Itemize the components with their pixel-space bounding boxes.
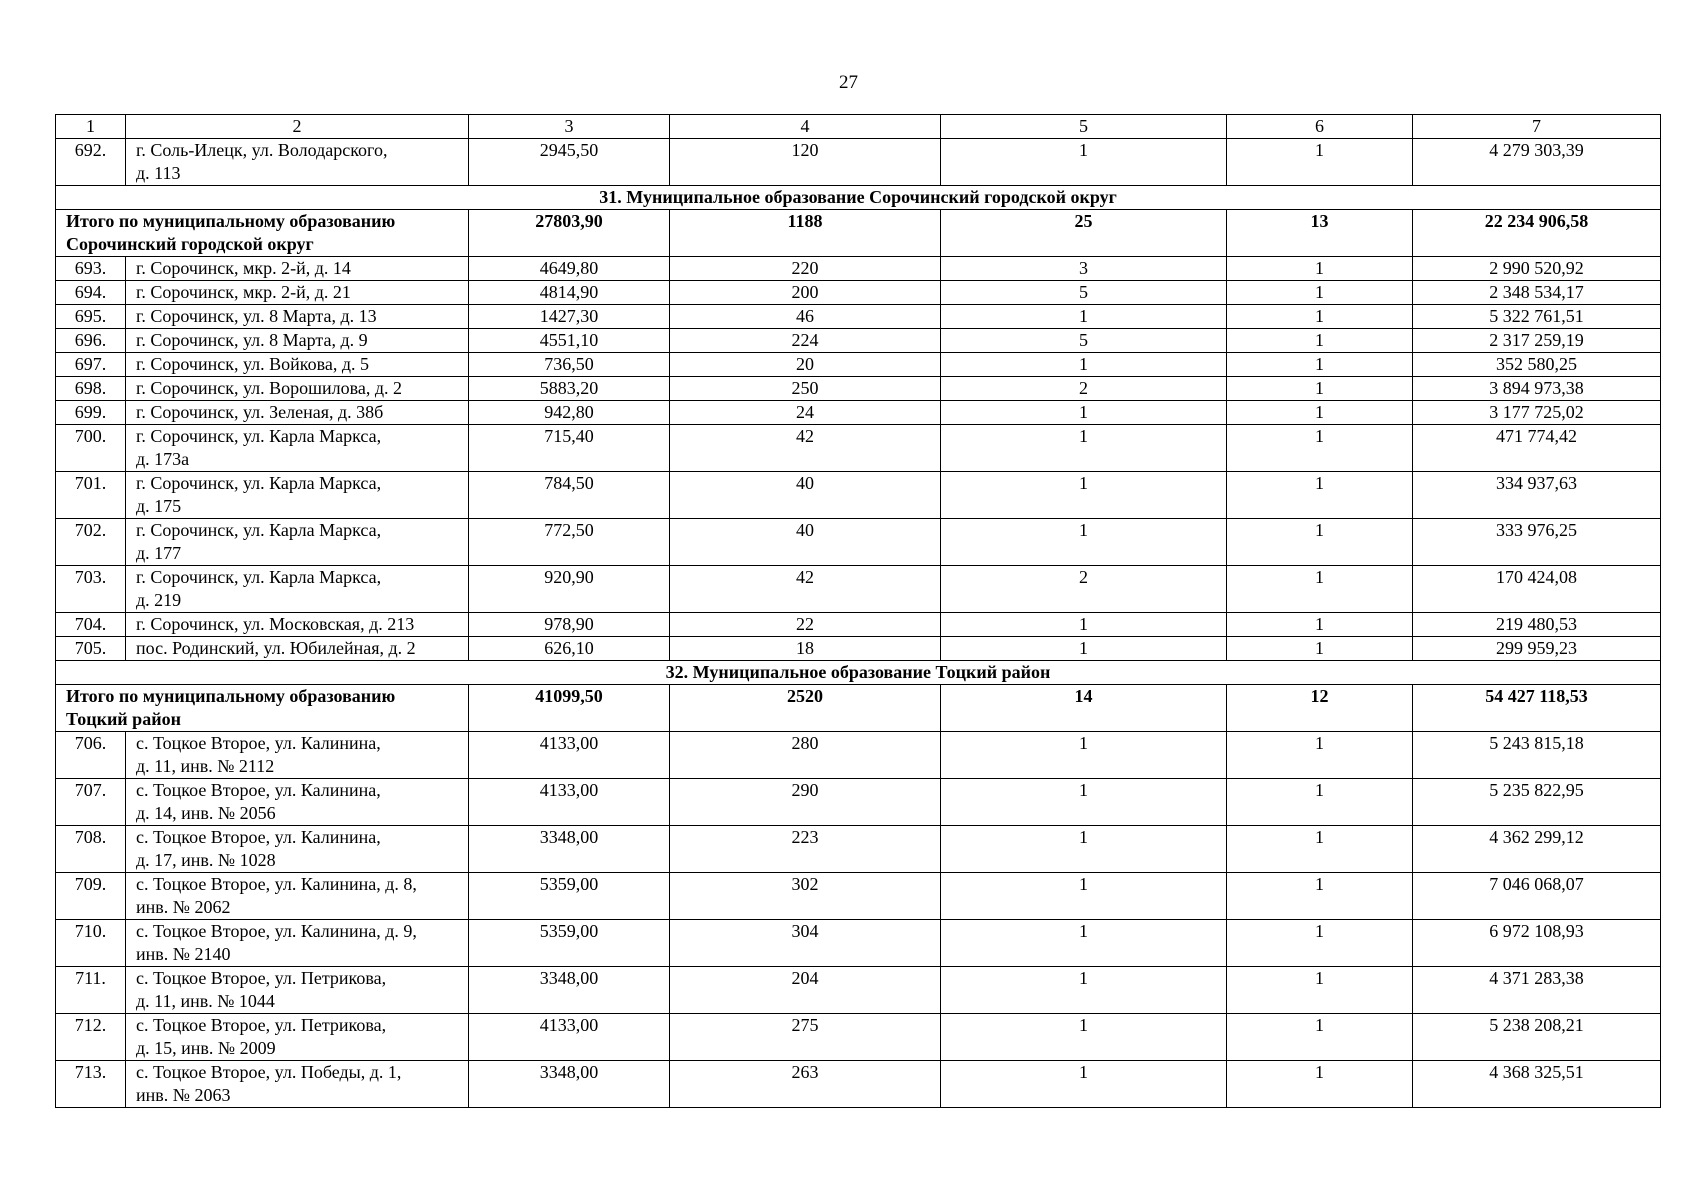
table-row [56,1014,1661,1061]
row-number: 712. [56,1014,126,1061]
page-number: 27 [839,72,858,93]
address-line-1: с. Тоцкое Второе, ул. Петрикова, [136,968,387,988]
total-label-line-1: Итого по муниципальному образованию [66,686,396,706]
row-address [126,519,469,566]
row-address [126,139,469,186]
column-header-7: 7 [1413,115,1661,139]
table-row [56,1061,1661,1108]
address-line-1: г. Сорочинск, ул. 8 Марта, д. 13 [136,306,377,326]
row-value-5: 1 [941,826,1227,873]
row-value-6: 1 [1227,519,1413,566]
total-row [56,210,1661,257]
row-address [126,257,469,281]
address-line-2: д. 15, инв. № 2009 [136,1038,276,1058]
row-value-3: 784,50 [469,472,670,519]
row-address [126,305,469,329]
address-line-2: д. 113 [136,163,181,183]
row-address [126,329,469,353]
row-address [126,779,469,826]
row-value-4: 224 [670,329,941,353]
address-line-1: с. Тоцкое Второе, ул. Калинина, [136,733,381,753]
address-line-1: с. Тоцкое Второе, ул. Калинина, д. 9, [136,921,417,941]
row-value-5: 1 [941,1061,1227,1108]
address-line-1: пос. Родинский, ул. Юбилейная, д. 2 [136,638,416,658]
row-value-6: 1 [1227,1061,1413,1108]
row-address [126,732,469,779]
row-value-4: 280 [670,732,941,779]
row-value-5: 5 [941,281,1227,305]
address-line-2: д. 177 [136,543,182,563]
address-line-2: д. 175 [136,496,182,516]
row-address [126,637,469,661]
column-header-4: 4 [670,115,941,139]
total-value-3: 41099,50 [469,685,670,732]
total-value-7: 22 234 906,58 [1413,210,1661,257]
address-line-1: г. Соль-Илецк, ул. Володарского, [136,140,388,160]
row-value-7: 170 424,08 [1413,566,1661,613]
row-value-5: 1 [941,1014,1227,1061]
total-value-5: 25 [941,210,1227,257]
total-value-3: 27803,90 [469,210,670,257]
row-value-6: 1 [1227,472,1413,519]
row-value-5: 1 [941,637,1227,661]
address-line-1: г. Сорочинск, ул. Московская, д. 213 [136,614,415,634]
row-address [126,1014,469,1061]
table-row [56,425,1661,472]
row-address [126,472,469,519]
row-value-4: 42 [670,425,941,472]
row-value-6: 1 [1227,613,1413,637]
address-line-1: г. Сорочинск, ул. Карла Маркса, [136,567,382,587]
row-value-6: 1 [1227,281,1413,305]
row-number: 708. [56,826,126,873]
total-label-line-2: Сорочинский городской округ [66,234,314,254]
row-number: 713. [56,1061,126,1108]
address-line-2: д. 17, инв. № 1028 [136,850,276,870]
row-value-7: 2 348 534,17 [1413,281,1661,305]
table-row [56,519,1661,566]
table-row [56,139,1661,186]
address-line-1: г. Сорочинск, мкр. 2-й, д. 14 [136,258,351,278]
table-row [56,281,1661,305]
address-line-1: г. Сорочинск, ул. Войкова, д. 5 [136,354,370,374]
column-header-3: 3 [469,115,670,139]
address-line-1: г. Сорочинск, ул. Зеленая, д. 38б [136,402,384,422]
address-line-1: с. Тоцкое Второе, ул. Победы, д. 1, [136,1062,402,1082]
address-line-1: г. Сорочинск, ул. Карла Маркса, [136,426,382,446]
row-value-3: 942,80 [469,401,670,425]
row-value-7: 352 580,25 [1413,353,1661,377]
total-label [56,685,469,732]
row-value-3: 978,90 [469,613,670,637]
address-line-2: д. 219 [136,590,182,610]
row-number: 700. [56,425,126,472]
address-line-1: г. Сорочинск, ул. Карла Маркса, [136,473,382,493]
row-value-7: 3 894 973,38 [1413,377,1661,401]
column-header-6: 6 [1227,115,1413,139]
row-value-3: 715,40 [469,425,670,472]
row-number: 711. [56,967,126,1014]
row-value-5: 1 [941,967,1227,1014]
table-row [56,613,1661,637]
total-label-line-1: Итого по муниципальному образованию [66,211,396,231]
address-line-1: с. Тоцкое Второе, ул. Калинина, [136,780,381,800]
section-title: 32. Муниципальное образование Тоцкий район [56,661,1661,685]
row-value-4: 204 [670,967,941,1014]
row-value-4: 18 [670,637,941,661]
row-number: 696. [56,329,126,353]
row-value-5: 5 [941,329,1227,353]
row-value-4: 263 [670,1061,941,1108]
row-value-4: 20 [670,353,941,377]
address-line-1: г. Сорочинск, ул. 8 Марта, д. 9 [136,330,368,350]
row-value-7: 299 959,23 [1413,637,1661,661]
row-value-3: 3348,00 [469,967,670,1014]
row-value-4: 200 [670,281,941,305]
table-row [56,637,1661,661]
housing-registry-table [55,114,1661,1108]
row-value-7: 4 368 325,51 [1413,1061,1661,1108]
row-address [126,425,469,472]
address-line-2: д. 11, инв. № 2112 [136,756,275,776]
row-value-7: 4 279 303,39 [1413,139,1661,186]
row-value-7: 334 937,63 [1413,472,1661,519]
row-value-6: 1 [1227,873,1413,920]
row-value-5: 1 [941,613,1227,637]
row-value-4: 275 [670,1014,941,1061]
row-number: 693. [56,257,126,281]
address-line-2: д. 14, инв. № 2056 [136,803,276,823]
row-number: 692. [56,139,126,186]
row-value-5: 1 [941,353,1227,377]
row-value-7: 5 243 815,18 [1413,732,1661,779]
total-row [56,685,1661,732]
row-address [126,967,469,1014]
row-value-7: 333 976,25 [1413,519,1661,566]
total-value-4: 1188 [670,210,941,257]
row-value-7: 4 371 283,38 [1413,967,1661,1014]
row-value-5: 2 [941,566,1227,613]
row-value-5: 1 [941,873,1227,920]
table-row [56,920,1661,967]
row-value-6: 1 [1227,967,1413,1014]
row-value-7: 2 317 259,19 [1413,329,1661,353]
row-value-3: 1427,30 [469,305,670,329]
column-header-row [56,115,1661,139]
row-value-3: 4133,00 [469,732,670,779]
row-value-5: 3 [941,257,1227,281]
row-value-7: 5 235 822,95 [1413,779,1661,826]
table-row [56,257,1661,281]
address-line-1: г. Сорочинск, мкр. 2-й, д. 21 [136,282,351,302]
total-value-6: 12 [1227,685,1413,732]
column-header-5: 5 [941,115,1227,139]
row-value-3: 3348,00 [469,1061,670,1108]
row-value-7: 6 972 108,93 [1413,920,1661,967]
section-title: 31. Муниципальное образование Сорочинский городской округ [56,186,1661,210]
table-row [56,873,1661,920]
row-number: 710. [56,920,126,967]
row-value-6: 1 [1227,377,1413,401]
row-value-3: 5359,00 [469,920,670,967]
table-row [56,732,1661,779]
row-value-6: 1 [1227,826,1413,873]
row-value-4: 42 [670,566,941,613]
row-address [126,920,469,967]
row-number: 705. [56,637,126,661]
table-row [56,305,1661,329]
row-address [126,401,469,425]
row-value-4: 250 [670,377,941,401]
total-label [56,210,469,257]
row-value-5: 1 [941,139,1227,186]
address-line-2: инв. № 2140 [136,944,231,964]
table-row [56,377,1661,401]
row-value-3: 4133,00 [469,779,670,826]
row-value-5: 1 [941,401,1227,425]
row-value-6: 1 [1227,920,1413,967]
row-value-5: 1 [941,779,1227,826]
row-value-7: 7 046 068,07 [1413,873,1661,920]
row-value-4: 22 [670,613,941,637]
row-value-6: 1 [1227,566,1413,613]
row-value-6: 1 [1227,637,1413,661]
row-number: 701. [56,472,126,519]
row-number: 698. [56,377,126,401]
row-value-3: 626,10 [469,637,670,661]
row-value-7: 3 177 725,02 [1413,401,1661,425]
row-value-4: 120 [670,139,941,186]
row-value-6: 1 [1227,779,1413,826]
address-line-1: с. Тоцкое Второе, ул. Калинина, д. 8, [136,874,417,894]
table-row [56,967,1661,1014]
row-value-4: 40 [670,519,941,566]
row-value-3: 5883,20 [469,377,670,401]
row-value-6: 1 [1227,732,1413,779]
row-value-3: 2945,50 [469,139,670,186]
row-value-6: 1 [1227,425,1413,472]
row-value-3: 3348,00 [469,826,670,873]
table-row [56,472,1661,519]
column-header-2: 2 [126,115,469,139]
row-value-5: 1 [941,732,1227,779]
row-value-3: 4133,00 [469,1014,670,1061]
row-value-5: 1 [941,425,1227,472]
row-address [126,566,469,613]
row-value-4: 223 [670,826,941,873]
row-value-6: 1 [1227,1014,1413,1061]
row-value-3: 920,90 [469,566,670,613]
row-number: 702. [56,519,126,566]
row-value-3: 736,50 [469,353,670,377]
column-header-1: 1 [56,115,126,139]
row-value-7: 471 774,42 [1413,425,1661,472]
address-line-2: д. 173а [136,449,190,469]
row-value-4: 220 [670,257,941,281]
address-line-1: с. Тоцкое Второе, ул. Калинина, [136,827,381,847]
row-value-6: 1 [1227,305,1413,329]
table-body [56,115,1661,1108]
address-line-2: инв. № 2063 [136,1085,231,1105]
row-value-4: 290 [670,779,941,826]
row-value-5: 1 [941,920,1227,967]
table-row [56,329,1661,353]
row-number: 697. [56,353,126,377]
row-address [126,873,469,920]
total-value-6: 13 [1227,210,1413,257]
address-line-1: г. Сорочинск, ул. Ворошилова, д. 2 [136,378,403,398]
address-line-1: с. Тоцкое Второе, ул. Петрикова, [136,1015,387,1035]
address-line-2: д. 11, инв. № 1044 [136,991,275,1011]
row-value-4: 304 [670,920,941,967]
total-value-4: 2520 [670,685,941,732]
row-value-5: 1 [941,519,1227,566]
total-value-7: 54 427 118,53 [1413,685,1661,732]
row-number: 704. [56,613,126,637]
row-value-4: 24 [670,401,941,425]
row-number: 706. [56,732,126,779]
table-row [56,826,1661,873]
row-value-6: 1 [1227,257,1413,281]
row-number: 707. [56,779,126,826]
table-row [56,566,1661,613]
table-row [56,401,1661,425]
row-value-4: 40 [670,472,941,519]
row-value-3: 772,50 [469,519,670,566]
row-value-7: 5 322 761,51 [1413,305,1661,329]
row-value-6: 1 [1227,329,1413,353]
total-label-line-2: Тоцкий район [66,709,181,729]
row-number: 695. [56,305,126,329]
row-value-5: 1 [941,472,1227,519]
row-number: 703. [56,566,126,613]
table-row [56,353,1661,377]
row-number: 699. [56,401,126,425]
row-value-3: 5359,00 [469,873,670,920]
row-value-7: 5 238 208,21 [1413,1014,1661,1061]
row-value-7: 4 362 299,12 [1413,826,1661,873]
row-value-6: 1 [1227,353,1413,377]
row-number: 709. [56,873,126,920]
table-row [56,779,1661,826]
row-address [126,353,469,377]
row-value-6: 1 [1227,139,1413,186]
row-address [126,1061,469,1108]
section-header-31 [56,186,1661,210]
row-value-3: 4649,80 [469,257,670,281]
row-value-4: 46 [670,305,941,329]
row-value-7: 2 990 520,92 [1413,257,1661,281]
row-value-4: 302 [670,873,941,920]
row-value-5: 2 [941,377,1227,401]
section-header-32 [56,661,1661,685]
row-address [126,377,469,401]
row-value-6: 1 [1227,401,1413,425]
row-value-7: 219 480,53 [1413,613,1661,637]
total-value-5: 14 [941,685,1227,732]
row-address [126,281,469,305]
row-address [126,826,469,873]
row-value-3: 4814,90 [469,281,670,305]
address-line-1: г. Сорочинск, ул. Карла Маркса, [136,520,382,540]
row-value-3: 4551,10 [469,329,670,353]
row-value-5: 1 [941,305,1227,329]
row-number: 694. [56,281,126,305]
address-line-2: инв. № 2062 [136,897,231,917]
row-address [126,613,469,637]
